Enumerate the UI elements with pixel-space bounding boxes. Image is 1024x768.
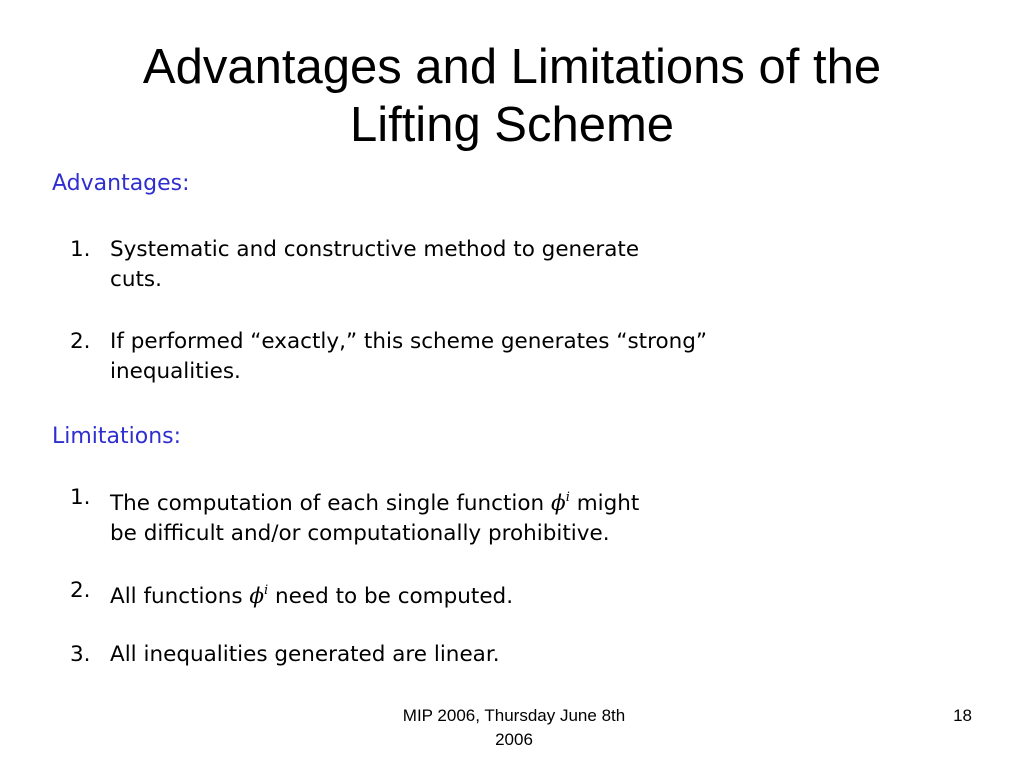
list-number: 3.: [70, 642, 91, 667]
advantage-2-line-1: If performed “exactly,” this scheme generates “strong”: [110, 329, 708, 354]
limitation-3-line-1: All inequalities generated are linear.: [110, 642, 500, 667]
footer-line-1: MIP 2006, Thursday June 8th: [402, 706, 626, 725]
page-number: 18: [953, 706, 972, 725]
limitation-2-line-1: All functions $\phi^i$ need to be computed.: [110, 583, 514, 609]
phi-symbol: $\phi^i$: [551, 490, 570, 516]
list-number: 1.: [70, 485, 91, 510]
slide-title: [0, 38, 1024, 154]
slide-title-line-1: Advantages and Limitations of the: [142, 40, 882, 94]
list-number: 2.: [70, 578, 91, 603]
list-number: 2.: [70, 329, 91, 354]
advantage-1-line-2: cuts.: [110, 267, 162, 292]
advantages-heading: Advantages:: [52, 171, 190, 196]
footer-text: [380, 704, 648, 752]
advantage-1-line-1: Systematic and constructive method to generate: [110, 237, 640, 262]
limitation-1-line-1: The computation of each single function $\phi^i$ might: [110, 490, 640, 516]
limitations-heading: Limitations:: [52, 424, 182, 449]
phi-symbol: $\phi^i$: [249, 583, 269, 609]
limitation-1-line-2: be difficult and/or computationally prohibitive.: [110, 521, 610, 546]
advantage-2-line-2: inequalities.: [110, 359, 241, 384]
slide-title-line-2: Lifting Scheme: [349, 98, 675, 152]
list-number: 1.: [70, 237, 91, 262]
footer-line-2: 2006: [495, 730, 533, 749]
